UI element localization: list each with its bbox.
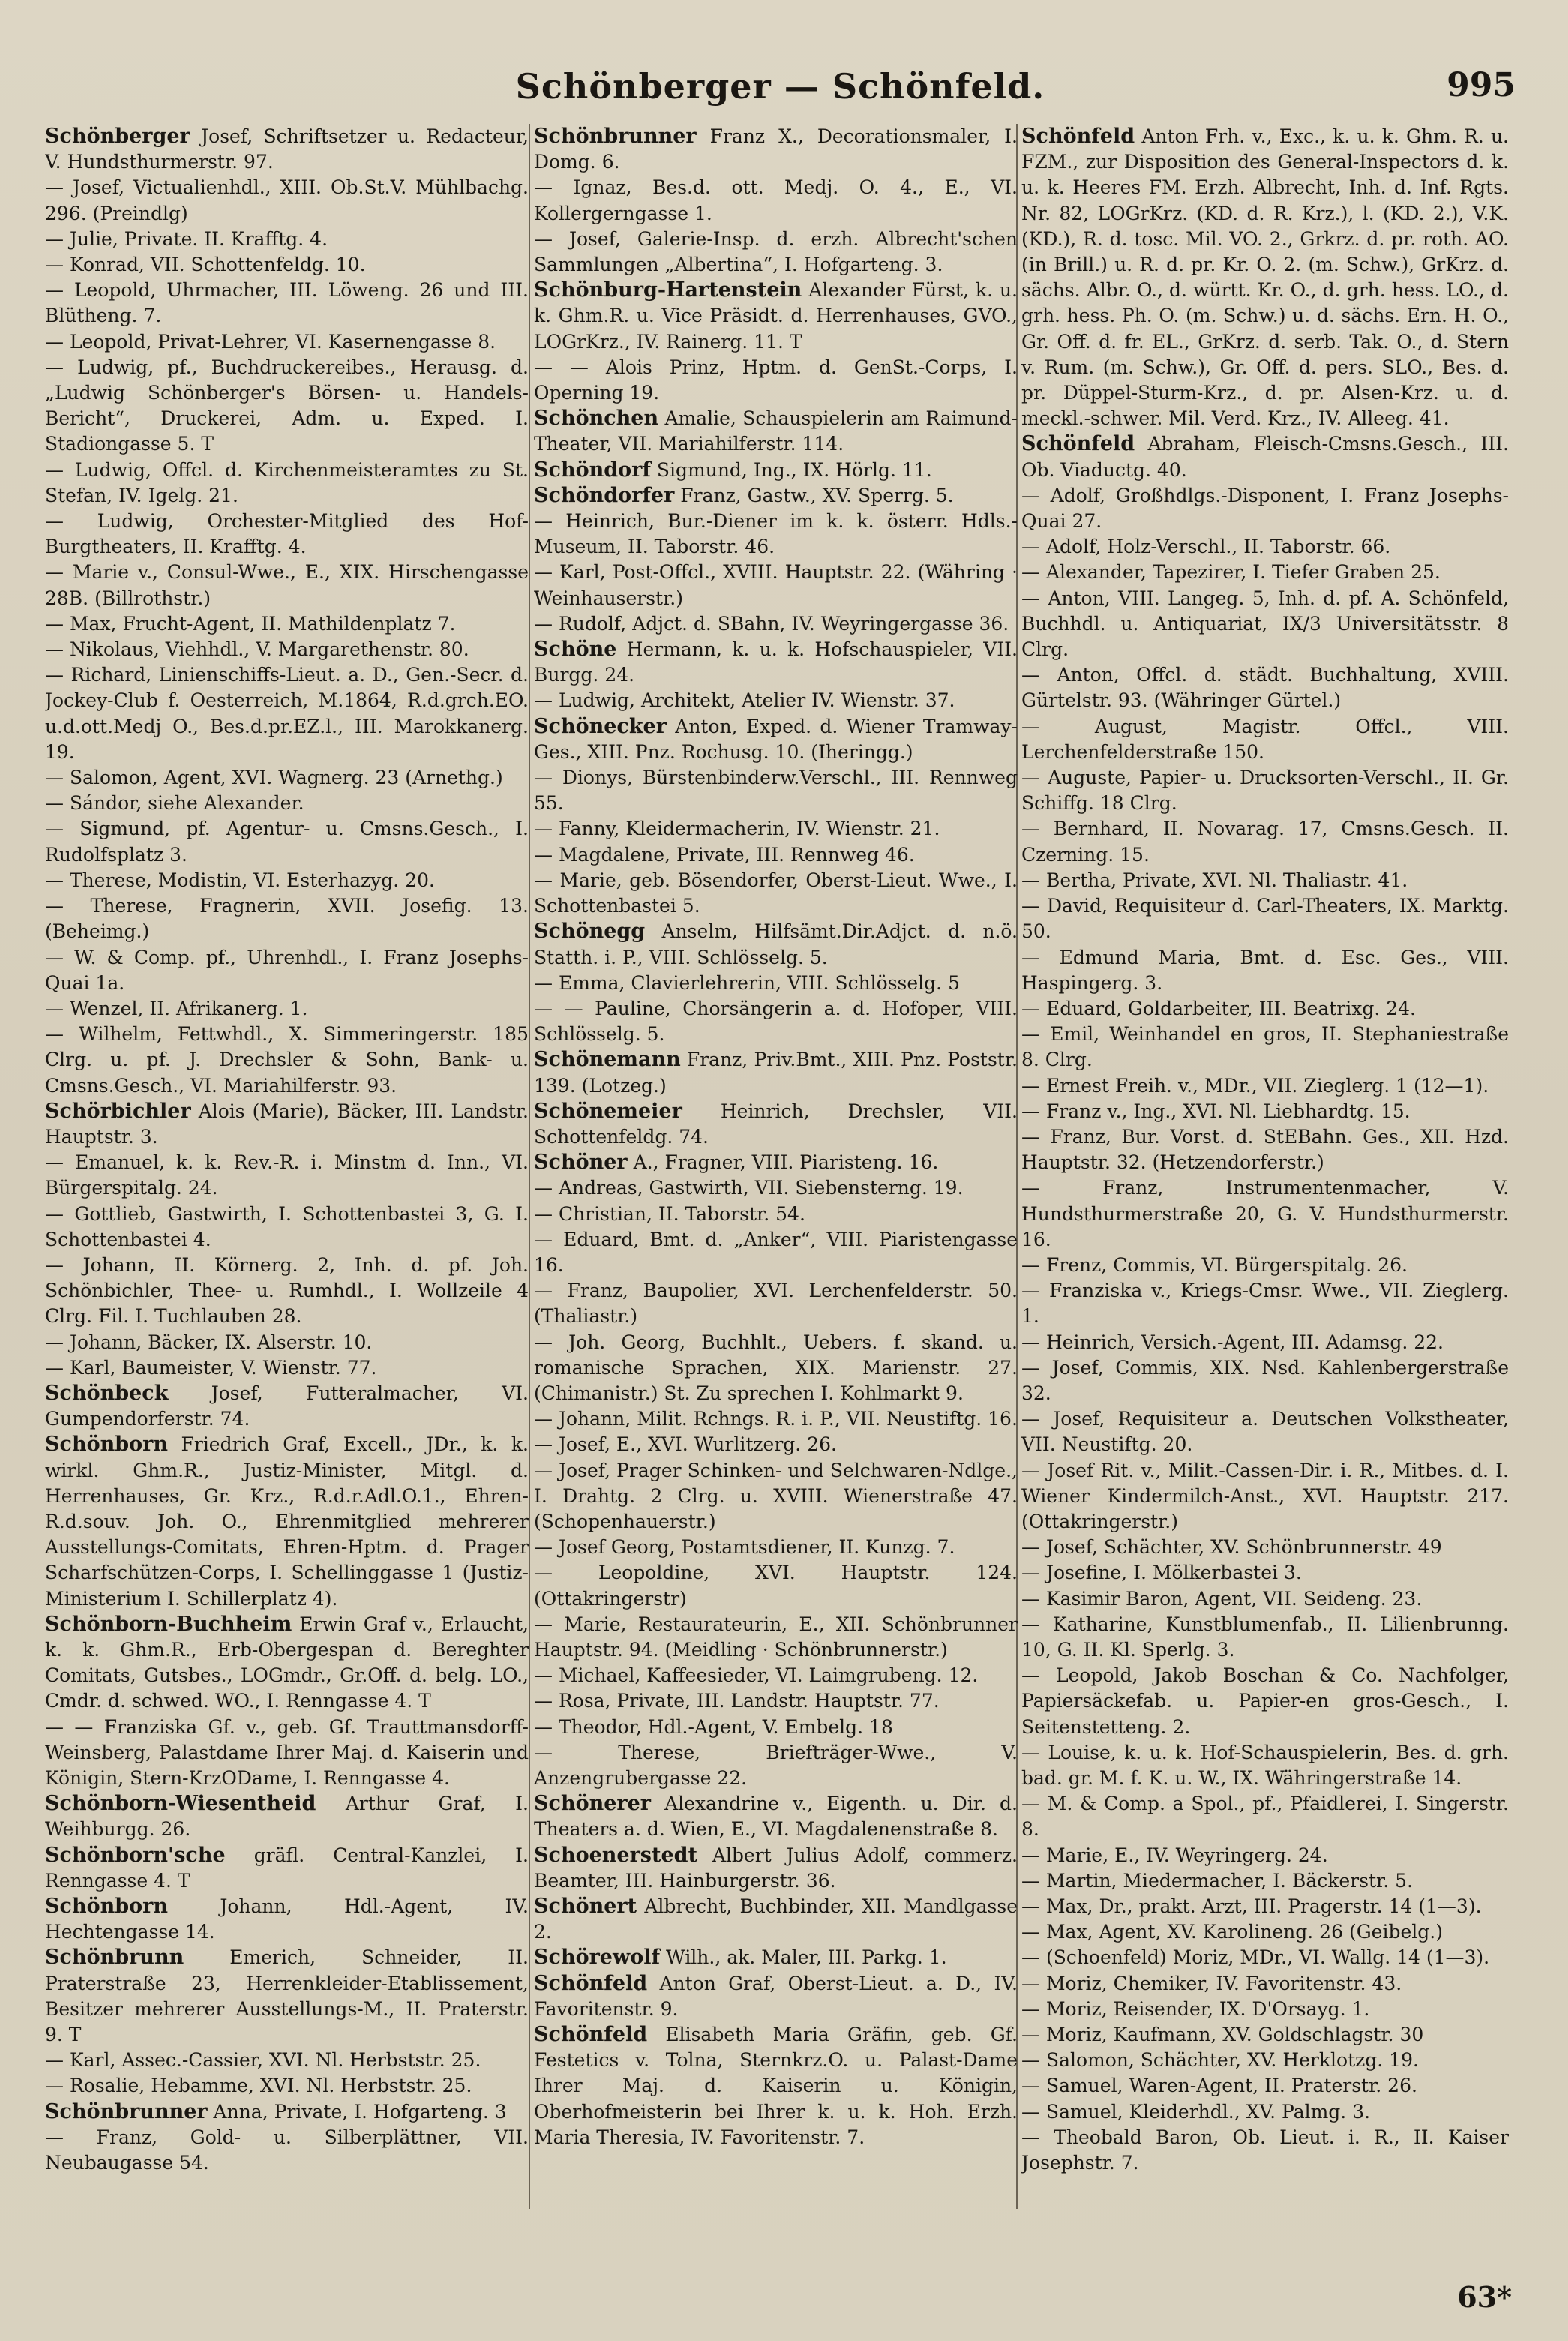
entry-details: Franz X., Decorationsmaler, I. Domg. 6. xyxy=(534,125,1018,173)
entry-details: — Anton, Offcl. d. städt. Buchhaltung, XVIII. Gürtelstr. 93. (Währinger Gürtel.) xyxy=(1021,664,1509,712)
directory-entry xyxy=(45,1612,529,1715)
entry-details: — Ernest Freih. v., MDr., VII. Zieglerg. 1 (12—1). xyxy=(1021,1074,1489,1097)
entry-details: — Karl, Assec.-Cassier, XVI. Nl. Herbststr. 25. xyxy=(45,2049,481,2072)
entry-surname: Schönecker xyxy=(534,714,667,738)
directory-entry xyxy=(45,458,529,509)
entry-details: — Max, Dr., prakt. Arzt, III. Pragerstr. 14 (1—3). xyxy=(1021,1895,1482,1918)
directory-entry xyxy=(1021,1919,1509,1945)
entry-details: — Theodor, Hdl.-Agent, V. Embelg. 18 xyxy=(534,1715,893,1738)
entry-details: — Eduard, Goldarbeiter, III. Beatrixg. 24. xyxy=(1021,997,1417,1019)
entry-details: Abraham, Fleisch-Cmsns.Gesch., III. Ob. Viaductg. 40. xyxy=(1021,433,1509,481)
entry-surname: Schöner xyxy=(534,1151,628,1175)
entry-details: — Fanny, Kleidermacherin, IV. Wienstr. 21. xyxy=(534,818,940,840)
entry-surname: Schönemann xyxy=(534,1048,681,1072)
directory-entry xyxy=(534,971,1018,996)
directory-entry xyxy=(45,791,529,816)
entry-details: — Johann, Bäcker, IX. Alserstr. 10. xyxy=(45,1331,373,1353)
directory-entry xyxy=(534,509,1018,560)
entry-surname: Schönbeck xyxy=(45,1381,169,1405)
directory-entry xyxy=(534,278,1018,355)
directory-entry xyxy=(45,893,529,944)
entry-details: Elisabeth Maria Gräfin, geb. Gf. Festetics v. Tolna, Sternkrz.O. u. Palast-Dame Ihrer Maj. d. Kaiserin u. Königin, Oberhofmeisterin bei Ihrer k. u. k. Hoh. Erzh. Maria Theresia, IV. Favoritenstr. 7. xyxy=(534,2024,1018,2148)
entry-details: — Max, Agent, XV. Karolineng. 26 (Geibelg.) xyxy=(1021,1921,1443,1943)
entry-details: Friedrich Graf, Excell., JDr., k. k. wirkl. Ghm.R., Justiz-Minister, Mitgl. d. Herrenhauses, Gr. Krz., R.d.r.Adl.O.1., Ehren-R.d.souv. Joh. O., Ehrenmitglied mehrerer Ausstellungs-Comitats, Ehren-Hptm. d. Prager Scharfschützen-Corps, I. Schellinggasse 1 (Justiz-Ministerium I. Schillerplatz 4). xyxy=(45,1433,529,1610)
entry-details: — Therese, Briefträger-Wwe., V. Anzengrubergasse 22. xyxy=(534,1741,1018,1789)
directory-entry xyxy=(45,560,529,611)
entry-details: — Josef, Schächter, XV. Schönbrunnerstr. 49 xyxy=(1021,1536,1442,1559)
column-right xyxy=(1021,124,1509,2224)
directory-entry xyxy=(45,662,529,765)
entry-details: Anton, Exped. d. Wiener Tramway-Ges., XIII. Pnz. Rochusg. 10. (Iheringg.) xyxy=(534,715,1018,763)
directory-entry xyxy=(45,996,529,1022)
entry-details: — Rudolf, Adjct. d. SBahn, IV. Weyringergasse 36. xyxy=(534,612,1009,635)
entry-details: — Max, Frucht-Agent, II. Mathildenplatz 7. xyxy=(45,612,456,635)
entry-details: — — Franziska Gf. v., geb. Gf. Trauttmansdorff-Weinsberg, Palastdame Ihrer Maj. d. Kaiserin und Königin, Stern-KrzODame, I. Renngasse 4. xyxy=(45,1715,529,1789)
directory-entry xyxy=(1021,868,1509,893)
entry-details: Erwin Graf v., Erlaucht, k. k. Ghm.R., Erb-Obergespan d. Bereghter Comitats, Gutsbes., LOGmdr., Gr.Off. d. belg. LO., Cmdr. d. schwed. WO., I. Renngasse 4. T xyxy=(45,1613,529,1712)
directory-entry xyxy=(1021,560,1509,585)
entry-details: — Leopoldine, XVI. Hauptstr. 124. (Ottakringerstr) xyxy=(534,1562,1018,1610)
directory-entry xyxy=(45,329,529,355)
entry-details: — Ludwig, Orchester-Mitglied des Hof-Burgtheaters, II. Krafftg. 4. xyxy=(45,510,529,558)
directory-entry xyxy=(1021,1022,1509,1073)
directory-entry xyxy=(534,1945,1018,1970)
directory-entry xyxy=(1021,1073,1509,1099)
directory-entry xyxy=(1021,2099,1509,2125)
directory-entry xyxy=(1021,1663,1509,1740)
entry-details: — Ludwig, Offcl. d. Kirchenmeisteramtes zu St. Stefan, IV. Igelg. 21. xyxy=(45,458,529,506)
directory-entry xyxy=(534,1278,1018,1329)
entry-details: — Ludwig, pf., Buchdruckereibes., Herausg. d. „Ludwig Schönberger's Börsen- u. Handels-Bericht“, Druckerei, Adm. u. Exped. I. Stadiongasse 5. T xyxy=(45,356,529,455)
directory-entry xyxy=(45,816,529,867)
directory-entry xyxy=(45,124,529,175)
entry-details: — Frenz, Commis, VI. Bürgerspitalg. 26. xyxy=(1021,1253,1408,1276)
entry-surname: Schönbrunn xyxy=(45,1946,184,1970)
entry-details: — Andreas, Gastwirth, VII. Siebensterng. 19. xyxy=(534,1177,964,1199)
entry-surname: Schöndorfer xyxy=(534,483,675,507)
entry-details: — Josef, E., XVI. Wurlitzerg. 26. xyxy=(534,1433,837,1456)
entry-details: Anton Frh. v., Exc., k. u. k. Ghm. R. u. FZM., zur Disposition des General-Inspectors d. k. u. k. Heeres FM. Erzh. Albrecht, Inh. d. Inf. Rgts. Nr. 82, LOGrKrz. (KD. d. R. Krz.), l. (KD. 2.), V.K. (KD.), R. d. tosc. Mil. VO. 2., Grkrz. d. pr. roth. AO. (in Brill.) u. R. d. pr. Kr. O. 2. (m. Schw.), GrKrz. d. sächs. Albr. O., d. württ. Kr. O., d. grh. hess. LO., d. grh. hess. Ph. O. (m. Schw.) u. d. sächs. Ern. H. O., Gr. Off. d. fr. EL., GrKrz. d. serb. Tak. O., d. Stern v. Rum. (m. Schw.), Gr. Off. d. pers. SLO., Bes. d. pr. Düppel-Sturm-Krz., d. pr. Alsen-Krz. u. d. meckl.-schwer. Mil. Verd. Krz., IV. Alleeg. 41. xyxy=(1021,125,1509,430)
directory-entry xyxy=(534,175,1018,226)
directory-entry xyxy=(45,1791,529,1842)
directory-entry xyxy=(534,483,1018,509)
directory-entry xyxy=(45,1381,529,1432)
entry-details: Amalie, Schauspielerin am Raimund-Theater, VII. Mariahilferstr. 114. xyxy=(534,407,1018,455)
entry-surname: Schoenerstedt xyxy=(534,1843,697,1867)
directory-entry xyxy=(1021,1560,1509,1586)
directory-entry xyxy=(45,1715,529,1792)
entry-details: — Michael, Kaffeesieder, VI. Laimgrubeng. 12. xyxy=(534,1664,979,1687)
directory-entry xyxy=(534,1227,1018,1278)
entry-details: — Samuel, Kleiderhdl., XV. Palmg. 3. xyxy=(1021,2100,1371,2123)
directory-entry xyxy=(1021,1175,1509,1253)
directory-entry xyxy=(1021,816,1509,867)
directory-entry xyxy=(534,1688,1018,1714)
directory-entry xyxy=(534,1458,1018,1535)
column-divider xyxy=(529,124,530,2209)
entry-details: — Dionys, Bürstenbinderw.Verschl., III. Rennweg 55. xyxy=(534,767,1018,815)
directory-entry xyxy=(534,1330,1018,1407)
directory-entry xyxy=(534,714,1018,765)
directory-entry xyxy=(45,175,529,226)
directory-entry xyxy=(534,1612,1018,1663)
directory-entry xyxy=(534,816,1018,842)
directory-entry xyxy=(534,765,1018,816)
directory-entry xyxy=(45,1022,529,1099)
entry-details: — Leopold, Uhrmacher, III. Löweng. 26 und III. Blütheng. 7. xyxy=(45,279,529,327)
directory-entry xyxy=(45,227,529,252)
directory-entry xyxy=(1021,1278,1509,1329)
directory-entry xyxy=(45,1843,529,1894)
directory-entry xyxy=(1021,1330,1509,1355)
entry-surname: Schönborn-Buchheim xyxy=(45,1612,292,1636)
directory-entry xyxy=(534,1047,1018,1098)
entry-details: — Kasimir Baron, Agent, VII. Seideng. 23. xyxy=(1021,1587,1423,1610)
directory-entry xyxy=(1021,1971,1509,1997)
entry-surname: Schörbichler xyxy=(45,1099,191,1123)
entry-details: — Nikolaus, Viehhdl., V. Margarethenstr. 80. xyxy=(45,638,469,661)
directory-entry xyxy=(45,2099,529,2125)
directory-entry xyxy=(45,945,529,996)
entry-details: Anselm, Hilfsämt.Dir.Adjct. d. n.ö. Statth. i. P., VIII. Schlösselg. 5. xyxy=(534,920,1018,968)
entry-details: — Therese, Modistin, VI. Esterhazyg. 20. xyxy=(45,869,435,891)
entry-surname: Schönfeld xyxy=(534,2023,648,2047)
entry-details: — Eduard, Bmt. d. „Anker“, VIII. Piaristengasse 16. xyxy=(534,1228,1018,1276)
entry-surname: Schönberger xyxy=(45,125,190,148)
entry-details: — Franziska v., Kriegs-Cmsr. Wwe., VII. Zieglerg. 1. xyxy=(1021,1280,1509,1328)
directory-entry xyxy=(1021,1458,1509,1535)
entry-details: — (Schoenfeld) Moriz, MDr., VI. Wallg. 14 (1—3). xyxy=(1021,1946,1490,1969)
directory-entry xyxy=(534,560,1018,611)
directory-entry xyxy=(1021,1997,1509,2022)
entry-details: Franz, Priv.Bmt., XIII. Pnz. Poststr. 139. (Lotzeg.) xyxy=(534,1049,1018,1097)
entry-details: — Edmund Maria, Bmt. d. Esc. Ges., VIII. Haspingerg. 3. xyxy=(1021,946,1509,994)
entry-details: — Martin, Miedermacher, I. Bäckerstr. 5. xyxy=(1021,1869,1413,1892)
page-title: Schönberger — Schönfeld. xyxy=(515,66,1045,107)
entry-details: — Josef, Prager Schinken- und Selchwaren-Ndlge., I. Drahtg. 2 Clrg. u. XVIII. Wienerstraße 47. (Schopenhauerstr.) xyxy=(534,1459,1018,1532)
directory-entry xyxy=(1021,2073,1509,2099)
directory-entry xyxy=(45,355,529,458)
directory-entry xyxy=(534,2022,1018,2150)
entry-surname: Schöne xyxy=(534,638,617,662)
entry-surname: Schönert xyxy=(534,1895,637,1919)
entry-surname: Schönfeld xyxy=(1021,432,1135,456)
entry-details: Anton Graf, Oberst-Lieut. a. D., IV. Favoritenstr. 9. xyxy=(534,1972,1018,2020)
entry-surname: Schönfeld xyxy=(534,1971,648,1995)
entry-details: — Wilhelm, Fettwhdl., X. Simmeringerstr. 185 Clrg. u. pf. J. Drechsler & Sohn, Bank- u. Cmsns.Gesch., VI. Mariahilferstr. 93. xyxy=(45,1023,529,1097)
entry-details: — Salomon, Schächter, XV. Herklotzg. 19. xyxy=(1021,2049,1419,2072)
entry-details: — Ignaz, Bes.d. ott. Medj. O. 4., E., VI. Kollergerngasse 1. xyxy=(534,176,1018,224)
entry-details: Sigmund, Ing., IX. Hörlg. 11. xyxy=(650,458,932,481)
entry-surname: Schönburg-Hartenstein xyxy=(534,278,802,302)
entry-details: Hermann, k. u. k. Hofschauspieler, VII. Burgg. 24. xyxy=(534,638,1018,686)
directory-entry xyxy=(1021,1612,1509,1663)
entry-details: — Moriz, Kaufmann, XV. Goldschlagstr. 30 xyxy=(1021,2024,1424,2046)
directory-entry xyxy=(534,1843,1018,1894)
entry-details: — Sigmund, pf. Agentur- u. Cmsns.Gesch., I. Rudolfsplatz 3. xyxy=(45,818,529,866)
directory-entry xyxy=(45,1355,529,1381)
entry-details: — Wenzel, II. Afrikanerg. 1. xyxy=(45,997,308,1019)
entry-details: Heinrich, Drechsler, VII. Schottenfeldg. 74. xyxy=(534,1100,1018,1148)
directory-entry xyxy=(1021,2048,1509,2073)
entry-details: — — Alois Prinz, Hptm. d. GenSt.-Corps, I. Operning 19. xyxy=(534,356,1018,404)
entry-details: Alexandrine v., Eigenth. u. Dir. d. Theaters a. d. Wien, E., VI. Magdalenenstraße 8. xyxy=(534,1793,1018,1841)
entry-details: — Louise, k. u. k. Hof-Schauspielerin, Bes. d. grh. bad. gr. M. f. K. u. W., IX. Währingerstraße 14. xyxy=(1021,1741,1509,1789)
directory-entry xyxy=(45,1330,529,1355)
entry-details: Franz, Gastw., XV. Sperrg. 5. xyxy=(674,484,954,506)
entry-surname: Schönbrunner xyxy=(534,125,697,148)
directory-entry xyxy=(534,1740,1018,1791)
entry-details: — Salomon, Agent, XVI. Wagnerg. 23 (Arnethg.) xyxy=(45,767,503,789)
directory-entry xyxy=(45,2073,529,2099)
directory-entry xyxy=(1021,1406,1509,1457)
directory-entry xyxy=(1021,996,1509,1022)
entry-details: — Moriz, Chemiker, IV. Favoritenstr. 43. xyxy=(1021,1972,1402,1994)
directory-entry xyxy=(1021,1099,1509,1124)
directory-entry xyxy=(45,278,529,329)
directory-entry xyxy=(1021,945,1509,996)
directory-entry xyxy=(534,611,1018,637)
directory-entry xyxy=(534,1894,1018,1945)
directory-entry xyxy=(45,2048,529,2073)
entry-details: — Rosalie, Hebamme, XVI. Nl. Herbststr. 25. xyxy=(45,2075,472,2097)
column-left xyxy=(45,124,529,2224)
entry-details: A., Fragner, VIII. Piaristeng. 16. xyxy=(627,1151,939,1174)
directory-entry xyxy=(1021,1791,1509,1842)
directory-entry xyxy=(45,1099,529,1150)
directory-entry xyxy=(1021,714,1509,765)
directory-entry xyxy=(1021,2022,1509,2048)
directory-entry xyxy=(45,868,529,893)
entry-details: — Adolf, Großhdlgs.-Disponent, I. Franz Josephs-Quai 27. xyxy=(1021,484,1509,533)
entry-details: — Richard, Linienschiffs-Lieut. a. D., Gen.-Secr. d. Jockey-Club f. Oesterreich, M.1864, R.d.grch.EO. u.d.ott.Medj O., Bes.d.pr.EZ.l., III. Marokkanerg. 19. xyxy=(45,664,529,763)
entry-surname: Schönborn'sche xyxy=(45,1843,226,1867)
entry-details: — Karl, Post-Offcl., XVIII. Hauptstr. 22. (Währing · Weinhauserstr.) xyxy=(534,561,1018,609)
entry-details: — Emanuel, k. k. Rev.-R. i. Minstm d. Inn., VI. Bürgerspitalg. 24. xyxy=(45,1151,529,1199)
entry-details: — Auguste, Papier- u. Drucksorten-Verschl., II. Gr. Schiffg. 18 Clrg. xyxy=(1021,767,1509,815)
entry-details: — August, Magistr. Offcl., VIII. Lerchenfelderstraße 150. xyxy=(1021,715,1509,763)
directory-entry xyxy=(45,252,529,278)
page-header xyxy=(45,59,1516,119)
directory-entry xyxy=(45,1432,529,1611)
entry-details: — Therese, Fragnerin, XVII. Josefig. 13. (Beheimg.) xyxy=(45,895,529,943)
entry-details: — M. & Comp. a Spol., pf., Pfaidlerei, I. Singerstr. 8. xyxy=(1021,1793,1509,1841)
entry-details: — Adolf, Holz-Verschl., II. Taborstr. 66. xyxy=(1021,536,1391,558)
entry-details: — Joh. Georg, Buchhlt., Uebers. f. skand. u. romanische Sprachen, XIX. Marienstr. 27. (Chimanistr.) St. Zu sprechen I. Kohlmarkt 9. xyxy=(534,1331,1018,1404)
directory-entry xyxy=(1021,765,1509,816)
entry-details: — — Pauline, Chorsängerin a. d. Hofoper, VIII. Schlösselg. 5. xyxy=(534,997,1018,1046)
entry-surname: Schönemeier xyxy=(534,1099,682,1123)
column-middle xyxy=(534,124,1018,2224)
entry-details: Arthur Graf, I. Weihburgg. 26. xyxy=(45,1793,529,1841)
entry-details: — Bertha, Private, XVI. Nl. Thaliastr. 41. xyxy=(1021,869,1408,891)
entry-details: — Josef, Galerie-Insp. d. erzh. Albrecht'schen Sammlungen „Albertina“, I. Hofgarteng. 3. xyxy=(534,227,1018,276)
directory-entry xyxy=(534,1535,1018,1560)
directory-entry xyxy=(534,996,1018,1047)
directory-entry xyxy=(45,1253,529,1330)
entry-details: — Marie, Restaurateurin, E., XII. Schönbrunner Hauptstr. 94. (Meidling · Schönbrunnerstr.) xyxy=(534,1613,1018,1661)
entry-surname: Schönerer xyxy=(534,1792,652,1816)
entry-details: — Josef Georg, Postamtsdiener, II. Kunzg. 7. xyxy=(534,1536,955,1559)
entry-details: — Johann, Milit. Rchngs. R. i. P., VII. Neustiftg. 16. xyxy=(534,1408,1018,1430)
entry-details: — Franz, Baupolier, XVI. Lerchenfelderstr. 50. (Thaliastr.) xyxy=(534,1280,1018,1328)
entry-surname: Schönchen xyxy=(534,407,659,431)
entry-details: — W. & Comp. pf., Uhrenhdl., I. Franz Josephs-Quai 1a. xyxy=(45,946,529,994)
entry-details: — Franz, Bur. Vorst. d. StEBahn. Ges., XII. Hzd. Hauptstr. 32. (Hetzendorferstr.) xyxy=(1021,1125,1509,1174)
directory-entry xyxy=(45,2125,529,2176)
entry-details: — Bernhard, II. Novarag. 17, Cmsns.Gesch. II. Czerning. 15. xyxy=(1021,818,1509,866)
entry-surname: Schönfeld xyxy=(1021,125,1135,148)
entry-details: Alois (Marie), Bäcker, III. Landstr. Hauptstr. 3. xyxy=(45,1100,529,1148)
directory-entry xyxy=(534,1406,1018,1432)
entry-details: — Magdalene, Private, III. Rennweg 46. xyxy=(534,843,915,866)
directory-entry xyxy=(1021,1124,1509,1175)
directory-entry xyxy=(45,765,529,791)
directory-entry xyxy=(1021,586,1509,663)
entry-details: — Konrad, VII. Schottenfeldg. 10. xyxy=(45,254,366,276)
entry-details: — Marie v., Consul-Wwe., E., XIX. Hirschengasse 28B. (Billrothstr.) xyxy=(45,561,529,609)
entry-details: — Josefine, I. Mölkerbastei 3. xyxy=(1021,1562,1302,1584)
directory-entry xyxy=(534,227,1018,278)
entry-details: — Christian, II. Taborstr. 54. xyxy=(534,1202,805,1225)
entry-details: — Josef, Victualienhdl., XIII. Ob.St.V. Mühlbachg. 296. (Preindlg) xyxy=(45,176,529,224)
directory-entry xyxy=(534,1715,1018,1740)
directory-entry xyxy=(1021,1253,1509,1278)
entry-details: — Samuel, Waren-Agent, II. Praterstr. 26. xyxy=(1021,2075,1417,2097)
entry-details: — Leopold, Privat-Lehrer, VI. Kasernengasse 8. xyxy=(45,330,496,353)
directory-entry xyxy=(1021,1355,1509,1406)
entry-details: — Leopold, Jakob Boschan & Co. Nachfolger, Papiersäckefab. u. Papier-en gros-Gesch., I. Seitenstetteng. 2. xyxy=(1021,1664,1509,1738)
entry-details: — Ludwig, Architekt, Atelier IV. Wienstr. 37. xyxy=(534,689,955,712)
entry-details: Emerich, Schneider, II. Praterstraße 23, Herrenkleider-Etablissement, Besitzer mehrerer Ausstellungs-M., II. Praterstr. 9. T xyxy=(45,1946,529,2046)
entry-details: Albrecht, Buchbinder, XII. Mandlgasse 2. xyxy=(534,1895,1018,1943)
directory-entry xyxy=(45,1894,529,1945)
directory-entry xyxy=(45,637,529,662)
entry-surname: Schörewolf xyxy=(534,1946,661,1970)
directory-entry xyxy=(1021,1894,1509,1919)
entry-surname: Schöndorf xyxy=(534,458,651,482)
entry-details: — Alexander, Tapezirer, I. Tiefer Graben 25. xyxy=(1021,561,1441,584)
directory-entry xyxy=(45,1945,529,2048)
directory-entry xyxy=(534,1099,1018,1150)
entry-details: Johann, Hdl.-Agent, IV. Hechtengasse 14. xyxy=(45,1895,529,1943)
directory-entry xyxy=(534,1791,1018,1842)
directory-entry xyxy=(1021,1740,1509,1791)
directory-entry xyxy=(534,458,1018,483)
directory-entry xyxy=(1021,534,1509,560)
directory-entry xyxy=(534,1202,1018,1227)
directory-entry xyxy=(534,637,1018,688)
directory-entry xyxy=(534,355,1018,406)
directory-entry xyxy=(1021,1586,1509,1612)
entry-details: Alexander Fürst, k. u. k. Ghm.R. u. Vice Präsidt. d. Herrenhauses, GVO., LOGrKrz., IV. Rainerg. 11. T xyxy=(534,279,1018,353)
entry-details: Anna, Private, I. Hofgarteng. 3 xyxy=(207,2100,507,2123)
directory-entry xyxy=(534,1432,1018,1457)
entry-details: — Johann, II. Körnerg. 2, Inh. d. pf. Joh. Schönbichler, Thee- u. Rumhdl., I. Wollzeile 4 Clrg. Fil. I. Tuchlauben 28. xyxy=(45,1253,529,1328)
entry-details: — Emil, Weinhandel en gros, II. Stephaniestraße 8. Clrg. xyxy=(1021,1023,1509,1071)
entry-details: — Franz, Gold- u. Silberplättner, VII. Neubaugasse 54. xyxy=(45,2126,529,2174)
directory-entry xyxy=(45,1150,529,1201)
entry-details: — Rosa, Private, III. Landstr. Hauptstr. 77. xyxy=(534,1690,940,1712)
directory-entry xyxy=(1021,2125,1509,2176)
directory-entry xyxy=(534,1971,1018,2022)
directory-entry xyxy=(45,611,529,637)
directory-entry xyxy=(1021,1535,1509,1560)
entry-details: Josef, Schriftsetzer u. Redacteur, V. Hundsthurmerstr. 97. xyxy=(45,125,529,173)
entry-details: — Franz, Instrumentenmacher, V. Hundsthurmerstraße 20, G. V. Hundsthurmerstr. 16. xyxy=(1021,1177,1509,1250)
entry-surname: Schönborn xyxy=(45,1895,168,1919)
directory-entry xyxy=(1021,893,1509,944)
entry-details: — Karl, Baumeister, V. Wienstr. 77. xyxy=(45,1356,377,1379)
entry-details: — David, Requisiteur d. Carl-Theaters, IX. Marktg. 50. xyxy=(1021,895,1509,943)
entry-details: — Franz v., Ing., XVI. Nl. Liebhardtg. 15. xyxy=(1021,1100,1411,1122)
directory-entry xyxy=(534,868,1018,919)
directory-entry xyxy=(1021,1843,1509,1868)
entry-details: — Josef, Commis, XIX. Nsd. Kahlenbergerstraße 32. xyxy=(1021,1356,1509,1404)
entry-surname: Schönegg xyxy=(534,920,646,944)
directory-entry xyxy=(1021,124,1509,431)
entry-details: — Anton, VIII. Langeg. 5, Inh. d. pf. A. Schönfeld, Buchhdl. u. Antiquariat, IX/3 Universitätsstr. 8 Clrg. xyxy=(1021,587,1509,661)
entry-details: — Marie, E., IV. Weyringerg. 24. xyxy=(1021,1844,1328,1866)
directory-entry xyxy=(534,406,1018,457)
entry-details: — Katharine, Kunstblumenfab., II. Lilienbrunng. 10, G. II. Kl. Sperlg. 3. xyxy=(1021,1613,1509,1661)
directory-entry xyxy=(534,1560,1018,1611)
directory-entry xyxy=(534,124,1018,175)
entry-details: gräfl. Central-Kanzlei, I. Renngasse 4. T xyxy=(45,1844,529,1892)
entry-details: — Moriz, Reisender, IX. D'Orsayg. 1. xyxy=(1021,1997,1370,2020)
entry-details: Wilh., ak. Maler, III. Parkg. 1. xyxy=(660,1946,947,1969)
directory-entry xyxy=(45,1202,529,1253)
printer-signature: 63* xyxy=(1457,2280,1512,2314)
directory-entry xyxy=(1021,1945,1509,1970)
entry-surname: Schönborn xyxy=(45,1433,168,1457)
directory-entry xyxy=(534,842,1018,868)
entry-details: — Gottlieb, Gastwirth, I. Schottenbastei 3, G. I. Schottenbastei 4. xyxy=(45,1202,529,1250)
directory-entry xyxy=(1021,1868,1509,1894)
entry-details: — Heinrich, Bur.-Diener im k. k. österr. Hdls.-Museum, II. Taborstr. 46. xyxy=(534,510,1018,558)
entry-details: — Marie, geb. Bösendorfer, Oberst-Lieut. Wwe., I. Schottenbastei 5. xyxy=(534,869,1018,917)
entry-details: — Josef, Requisiteur a. Deutschen Volkstheater, VII. Neustiftg. 20. xyxy=(1021,1408,1509,1456)
entry-details: Josef, Futteralmacher, VI. Gumpendorferstr. 74. xyxy=(45,1382,529,1430)
entry-surname: Schönbrunner xyxy=(45,2099,208,2123)
entry-details: — Josef Rit. v., Milit.-Cassen-Dir. i. R., Mitbes. d. I. Wiener Kindermilch-Anst., XVI. Hauptstr. 217. (Ottakringerstr.) xyxy=(1021,1459,1509,1532)
entry-details: — Heinrich, Versich.-Agent, III. Adamsg. 22. xyxy=(1021,1331,1444,1353)
entry-details: — Sándor, siehe Alexander. xyxy=(45,792,304,815)
directory-entry xyxy=(1021,431,1509,482)
directory-entry xyxy=(1021,662,1509,713)
directory-entry xyxy=(1021,483,1509,534)
directory-entry xyxy=(534,1175,1018,1201)
entry-surname: Schönborn-Wiesentheid xyxy=(45,1792,316,1816)
entry-details: — Emma, Clavierlehrerin, VIII. Schlösselg. 5 xyxy=(534,971,960,994)
entry-details: Albert Julius Adolf, commerz. Beamter, III. Hainburgerstr. 36. xyxy=(534,1844,1018,1892)
directory-entry xyxy=(534,688,1018,713)
directory-entry xyxy=(534,1663,1018,1688)
directory-entry xyxy=(534,919,1018,970)
entry-details: — Julie, Private. II. Krafftg. 4. xyxy=(45,227,328,250)
entry-details: — Theobald Baron, Ob. Lieut. i. R., II. Kaiser Josephstr. 7. xyxy=(1021,2126,1509,2174)
directory-entry xyxy=(534,1150,1018,1175)
page-number: 995 xyxy=(1447,66,1516,104)
directory-entry xyxy=(45,509,529,560)
